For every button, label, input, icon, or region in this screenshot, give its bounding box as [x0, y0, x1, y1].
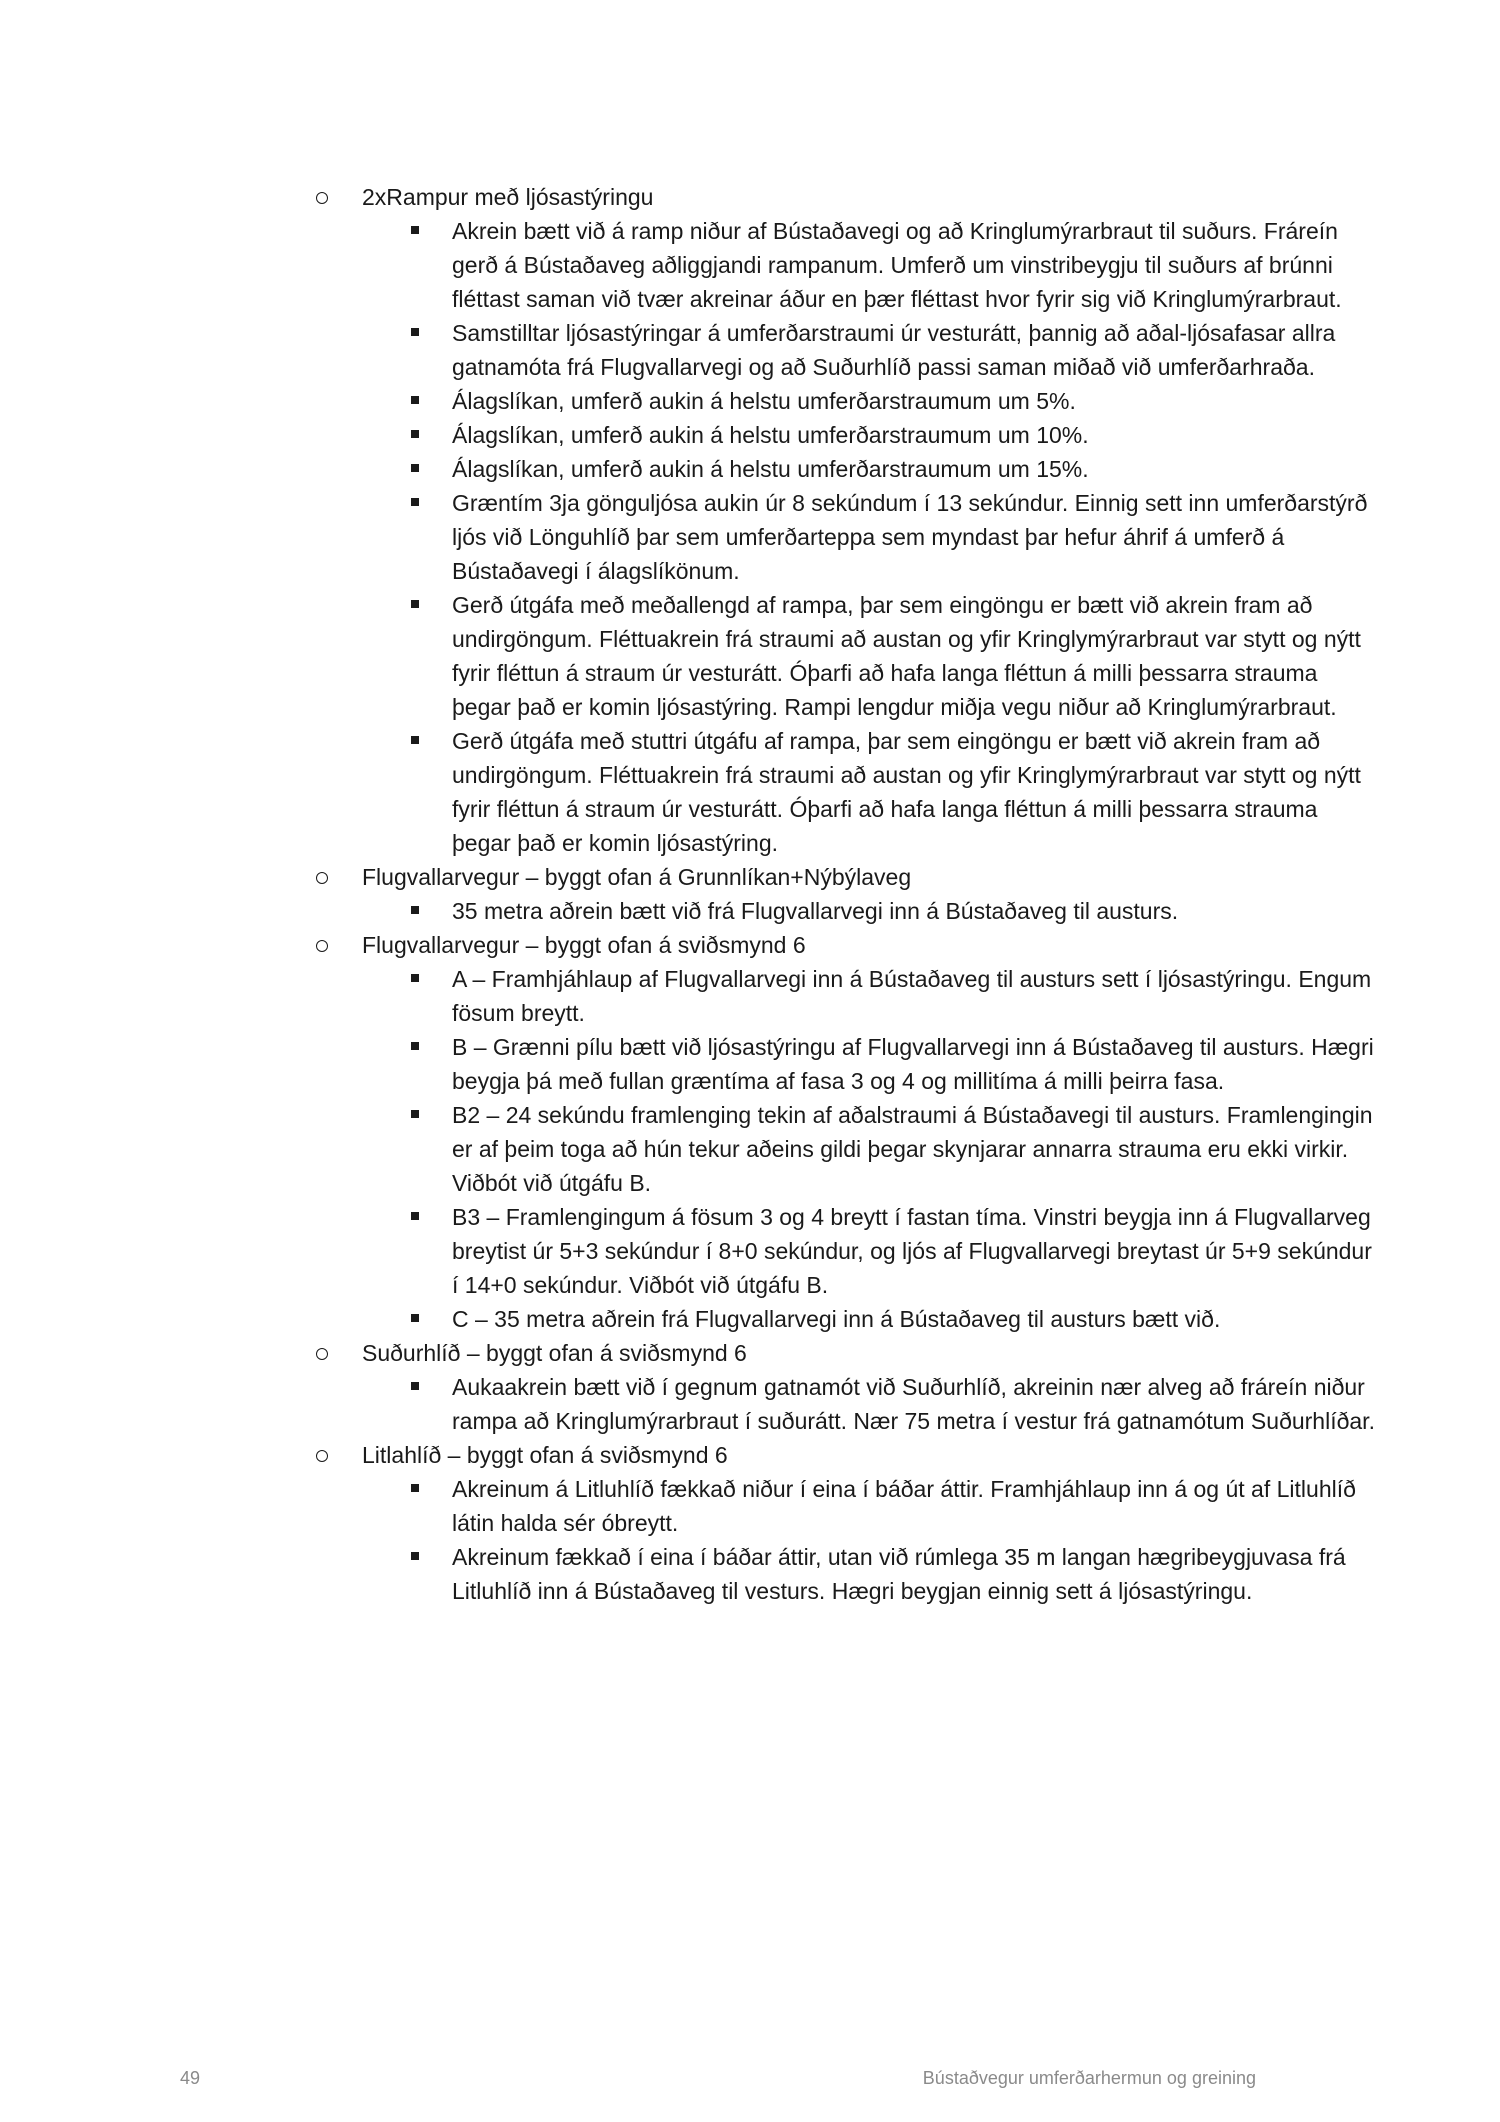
- section-sudurhlid: [316, 1336, 1376, 1438]
- open-circle-bullet-icon: [316, 940, 328, 952]
- square-bullet-icon: [411, 1110, 419, 1118]
- square-bullet-icon: [411, 430, 419, 438]
- list-item: [407, 588, 1376, 724]
- square-bullet-icon: [411, 1382, 419, 1390]
- list-item-text: Álagslíkan, umferð aukin á helstu umferðarstraumum um 10%.: [452, 422, 1089, 448]
- list-item: [407, 214, 1376, 316]
- list-item-text: Gerð útgáfa með meðallengd af rampa, þar sem eingöngu er bætt við akrein fram að undirgöngum. Fléttuakrein frá straumi að austan og yfir Kringlymýrarbraut var stytt og nýtt fyrir fléttun á straum úr vesturátt. Óþarfi að hafa langa fléttun á milli þessarra strauma þegar það er komin ljósastýring. Rampi lengdur miðja vegu niður að Kringlumýrarbraut.: [452, 592, 1361, 720]
- section-litlahlid: [316, 1438, 1376, 1608]
- list-item-text: B3 – Framlengingum á fösum 3 og 4 breytt í fastan tíma. Vinstri beygja inn á Flugvallarveg breytist úr 5+3 sekúndur í 8+0 sekúndur, og ljós af Flugvallarvegi breytast úr 5+9 sekúndur í 14+0 sekúndur. Viðbót við útgáfu B.: [452, 1204, 1372, 1298]
- open-circle-bullet-icon: [316, 872, 328, 884]
- list-item: [407, 1370, 1376, 1438]
- list-item: [407, 1540, 1376, 1608]
- list-item: [407, 486, 1376, 588]
- section-rampur: [316, 180, 1376, 860]
- sub-list: [362, 214, 1376, 860]
- list-item: [407, 894, 1376, 928]
- sub-list: [362, 962, 1376, 1336]
- section-flugvallarvegur-svidsmynd-6: [316, 928, 1376, 1336]
- square-bullet-icon: [411, 1552, 419, 1560]
- list-item-text: Aukaakrein bætt við í gegnum gatnamót við Suðurhlíð, akreinin nær alveg að fráreín niður rampa að Kringlumýrarbraut í suðurátt. Nær 75 metra í vestur frá gatnamótum Suðurhlíðar.: [452, 1374, 1375, 1434]
- list-item: [407, 962, 1376, 1030]
- page-content: [316, 180, 1376, 1608]
- list-item: [407, 384, 1376, 418]
- running-footer-title: Bústaðvegur umferðarhermun og greining: [922, 2068, 1256, 2088]
- page-number: 49: [180, 2068, 201, 2088]
- list-item: [407, 316, 1376, 384]
- scenario-list: [316, 180, 1376, 1608]
- list-item-text: B – Grænni pílu bætt við ljósastýringu af Flugvallarvegi inn á Bústaðaveg til austurs. Hægri beygja þá með fullan græntíma af fasa 3 og 4 og millitíma á milli þeirra fasa.: [452, 1034, 1374, 1094]
- list-item: [407, 418, 1376, 452]
- list-item-text: Akreinum á Litluhlíð fækkað niður í eina í báðar áttir. Framhjáhlaup inn á og út af Litluhlíð látin halda sér óbreytt.: [452, 1476, 1356, 1536]
- section-flugvallarvegur-grunnlikan: [316, 860, 1376, 928]
- list-item-text: B2 – 24 sekúndu framlenging tekin af aðalstraumi á Bústaðavegi til austurs. Framlengingin er af þeim toga að hún tekur aðeins gildi þegar skynjarar annarra strauma eru ekki virkir. Viðbót við útgáfu B.: [452, 1102, 1373, 1196]
- square-bullet-icon: [411, 1314, 419, 1322]
- square-bullet-icon: [411, 906, 419, 914]
- square-bullet-icon: [411, 600, 419, 608]
- open-circle-bullet-icon: [316, 192, 328, 204]
- list-item-text: A – Framhjáhlaup af Flugvallarvegi inn á Bústaðaveg til austurs sett í ljósastýringu. Engum fösum breytt.: [452, 966, 1372, 1026]
- list-item-text: Álagslíkan, umferð aukin á helstu umferðarstraumum um 5%.: [452, 388, 1076, 414]
- open-circle-bullet-icon: [316, 1348, 328, 1360]
- list-item: [407, 1098, 1376, 1200]
- list-item-text: Gerð útgáfa með stuttri útgáfu af rampa, þar sem eingöngu er bætt við akrein fram að undirgöngum. Fléttuakrein frá straumi að austan og yfir Kringlymýrarbraut var stytt og nýtt fyrir fléttun á straum úr vesturátt. Óþarfi að hafa langa fléttun á milli þessarra strauma þegar það er komin ljósastýring.: [452, 728, 1361, 856]
- sub-list: [362, 1472, 1376, 1608]
- square-bullet-icon: [411, 1042, 419, 1050]
- square-bullet-icon: [411, 226, 419, 234]
- list-item-text: Græntím 3ja gönguljósa aukin úr 8 sekúndum í 13 sekúndur. Einnig sett inn umferðarstýrð ljós við Lönguhlíð þar sem umferðarteppa sem myndast þar hefur áhrif á umferð á Bústaðavegi í álagslíkönum.: [452, 490, 1368, 584]
- square-bullet-icon: [411, 974, 419, 982]
- list-item: [407, 1302, 1376, 1336]
- list-item: [407, 724, 1376, 860]
- square-bullet-icon: [411, 1212, 419, 1220]
- list-item-text: Samstilltar ljósastýringar á umferðarstraumi úr vesturátt, þannig að aðal-ljósafasar allra gatnamóta frá Flugvallarvegi og að Suðurhlíð passi saman miðað við umferðarhraða.: [452, 320, 1336, 380]
- square-bullet-icon: [411, 736, 419, 744]
- square-bullet-icon: [411, 396, 419, 404]
- list-item: [407, 1030, 1376, 1098]
- section-title: Flugvallarvegur – byggt ofan á Grunnlíkan+Nýbýlaveg: [362, 864, 912, 890]
- list-item: [407, 452, 1376, 486]
- square-bullet-icon: [411, 1484, 419, 1492]
- list-item-text: C – 35 metra aðrein frá Flugvallarvegi inn á Bústaðaveg til austurs bætt við.: [452, 1306, 1221, 1332]
- square-bullet-icon: [411, 464, 419, 472]
- square-bullet-icon: [411, 328, 419, 336]
- list-item-text: Akreinum fækkað í eina í báðar áttir, utan við rúmlega 35 m langan hægribeygjuvasa frá Litluhlíð inn á Bústaðaveg til vesturs. Hægri beygjan einnig sett á ljósastýringu.: [452, 1544, 1346, 1604]
- list-item-text: Álagslíkan, umferð aukin á helstu umferðarstraumum um 15%.: [452, 456, 1089, 482]
- list-item-text: Akrein bætt við á ramp niður af Bústaðavegi og að Kringlumýrarbraut til suðurs. Fráreín gerð á Bústaðaveg aðliggjandi rampanum. Umferð um vinstribeygju til suðurs af brúnni fléttast saman við tvær akreinar áður en þær fléttast hvor fyrir sig við Kringlumýrarbraut.: [452, 218, 1342, 312]
- list-item: [407, 1200, 1376, 1302]
- section-title: Litlahlíð – byggt ofan á sviðsmynd 6: [362, 1442, 728, 1468]
- section-title: Suðurhlíð – byggt ofan á sviðsmynd 6: [362, 1340, 747, 1366]
- section-title: Flugvallarvegur – byggt ofan á sviðsmynd 6: [362, 932, 806, 958]
- square-bullet-icon: [411, 498, 419, 506]
- sub-list: [362, 894, 1376, 928]
- section-title: 2xRampur með ljósastýringu: [362, 184, 654, 210]
- list-item-text: 35 metra aðrein bætt við frá Flugvallarvegi inn á Bústaðaveg til austurs.: [452, 898, 1179, 924]
- list-item: [407, 1472, 1376, 1540]
- sub-list: [362, 1370, 1376, 1438]
- open-circle-bullet-icon: [316, 1450, 328, 1462]
